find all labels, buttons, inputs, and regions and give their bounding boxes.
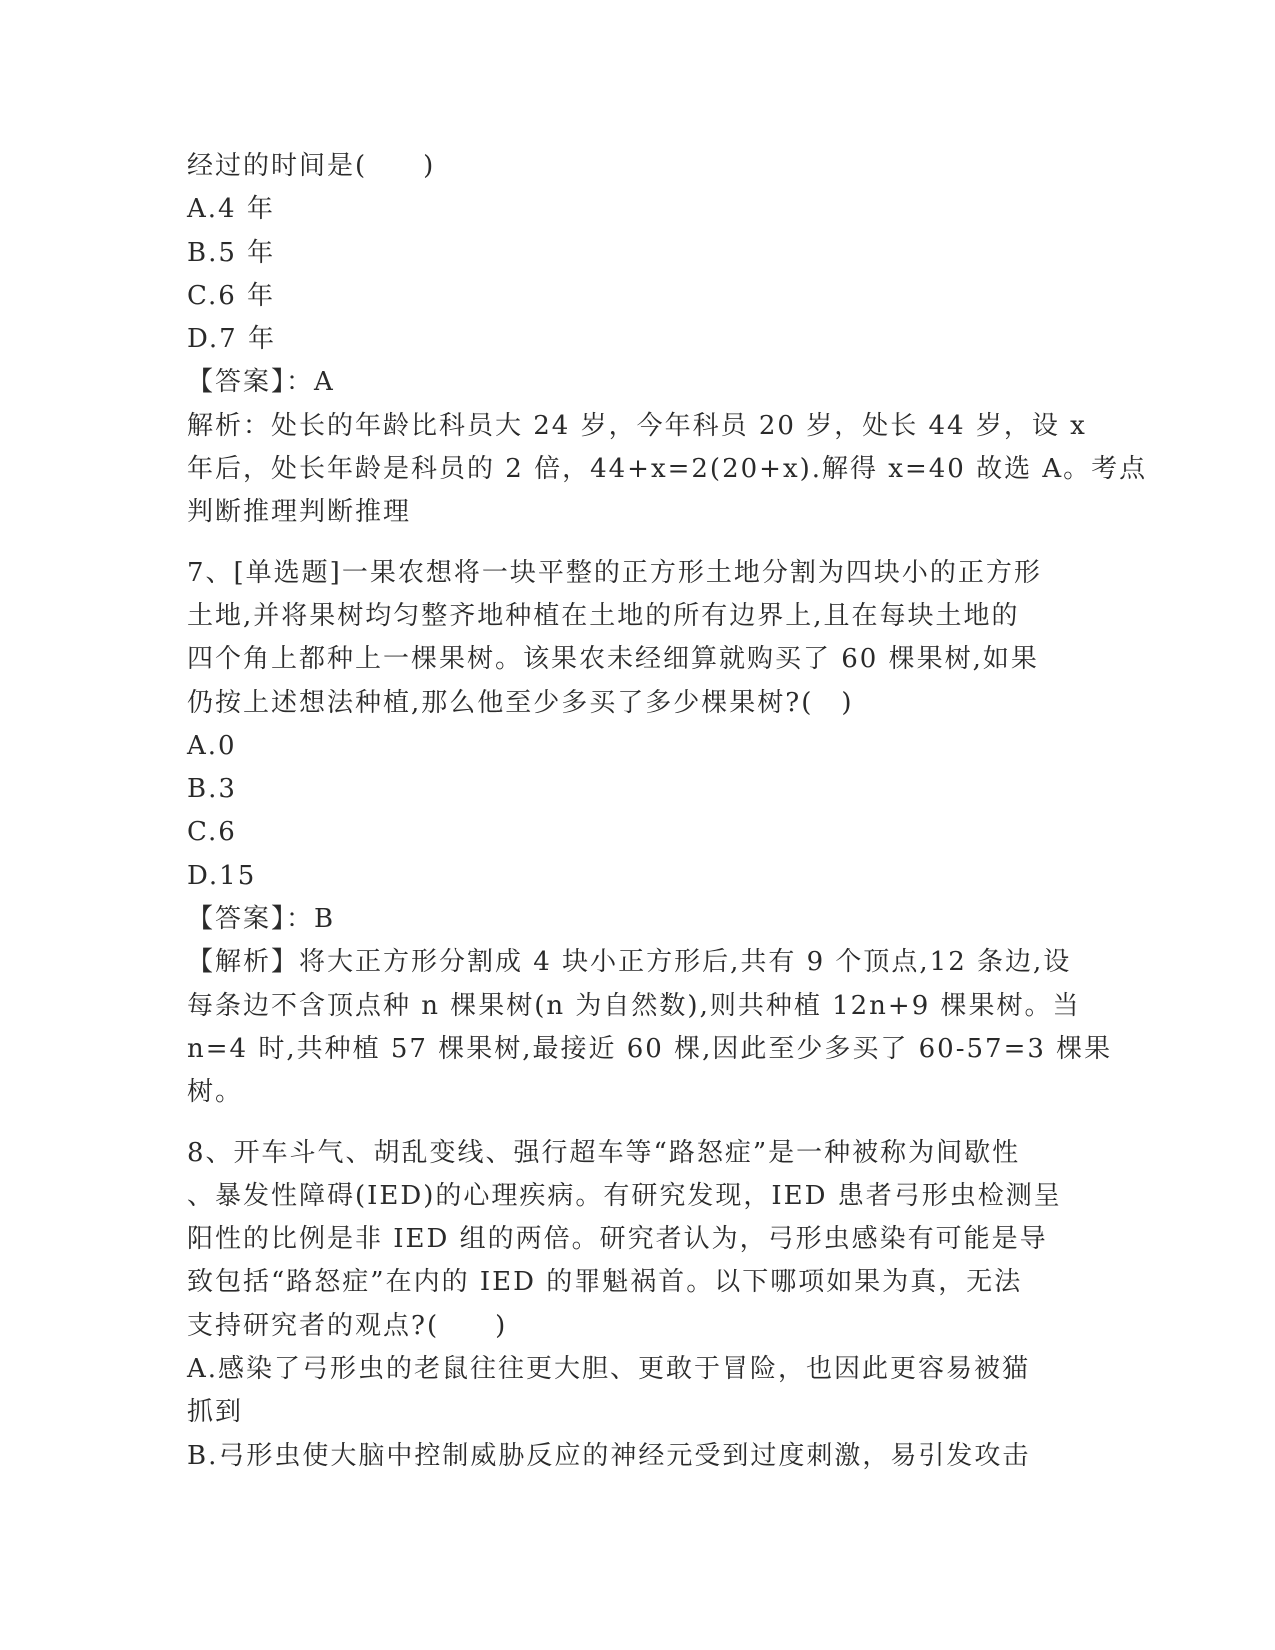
question-stem-line: 支持研究者的观点?( ): [187, 1310, 508, 1341]
analysis-line: 解析：处长的年龄比科员大 24 岁，今年科员 20 岁，处长 44 岁，设 x: [187, 410, 1087, 441]
question-stem-line: 7、[单选题]一果农想将一块平整的正方形土地分割为四块小的正方形: [187, 557, 1042, 588]
question-6-tail: [187, 145, 1148, 535]
option-b: B.3: [187, 774, 237, 805]
analysis-line: 判断推理判断推理: [187, 497, 412, 528]
option-a: A.感染了弓形虫的老鼠往往更大胆、更敢于冒险，也因此更容易被猫: [187, 1354, 1031, 1385]
question-stem-line: 土地,并将果树均匀整齐地种植在土地的所有边界上,且在每块土地的: [187, 600, 1020, 631]
question-7: [187, 552, 1113, 1115]
question-stem-line: 四个角上都种上一棵果树。该果农未经细算就购买了 60 棵果树,如果: [187, 644, 1039, 675]
question-stem-line: 仍按上述想法种植,那么他至少多买了多少棵果树?( ): [187, 687, 854, 718]
option-d: D.15: [187, 860, 257, 891]
question-spacer: [187, 1115, 1087, 1132]
option-a: A.0: [187, 730, 237, 761]
option-b: B.5 年: [187, 237, 276, 268]
question-stem-line: 8、开车斗气、胡乱变线、强行超车等“路怒症”是一种被称为间歇性: [187, 1137, 1021, 1168]
question-stem-line: 致包括“路怒症”在内的 IED 的罪魁祸首。以下哪项如果为真，无法: [187, 1267, 1023, 1298]
analysis-line: 每条边不含顶点种 n 棵果树(n 为自然数),则共种植 12n+9 棵果树。当: [187, 990, 1081, 1021]
answer-line: 【答案】：A: [187, 367, 335, 398]
analysis-line: 【解析】将大正方形分割成 4 块小正方形后,共有 9 个顶点,12 条边,设: [187, 947, 1072, 978]
page-content: [187, 145, 1148, 1478]
option-c: C.6 年: [187, 280, 276, 311]
question-stem-line: 、暴发性障碍(IED)的心理疾病。有研究发现，IED 患者弓形虫检测呈: [187, 1180, 1062, 1211]
question-stem-line: 经过的时间是( ): [187, 151, 436, 181]
question-spacer: [187, 535, 1087, 552]
option-b: B.弓形虫使大脑中控制威胁反应的神经元受到过度刺激，易引发攻击: [187, 1440, 1031, 1471]
option-a: A.4 年: [187, 194, 275, 225]
question-8: [187, 1132, 1087, 1478]
analysis-line: n=4 时,共种植 57 棵果树,最接近 60 棵,因此至少多买了 60-57=3 棵果: [187, 1033, 1113, 1064]
option-d: D.7 年: [187, 324, 276, 355]
analysis-line: 年后，处长年龄是科员的 2 倍，44+x=2(20+x).解得 x=40 故选 A。考点: [187, 454, 1148, 485]
option-a-continued: 抓到: [187, 1397, 244, 1428]
question-stem-line: 阳性的比例是非 IED 组的两倍。研究者认为，弓形虫感染有可能是导: [187, 1224, 1048, 1255]
answer-line: 【答案】：B: [187, 904, 336, 935]
option-c: C.6: [187, 817, 237, 848]
analysis-line: 树。: [187, 1077, 244, 1108]
